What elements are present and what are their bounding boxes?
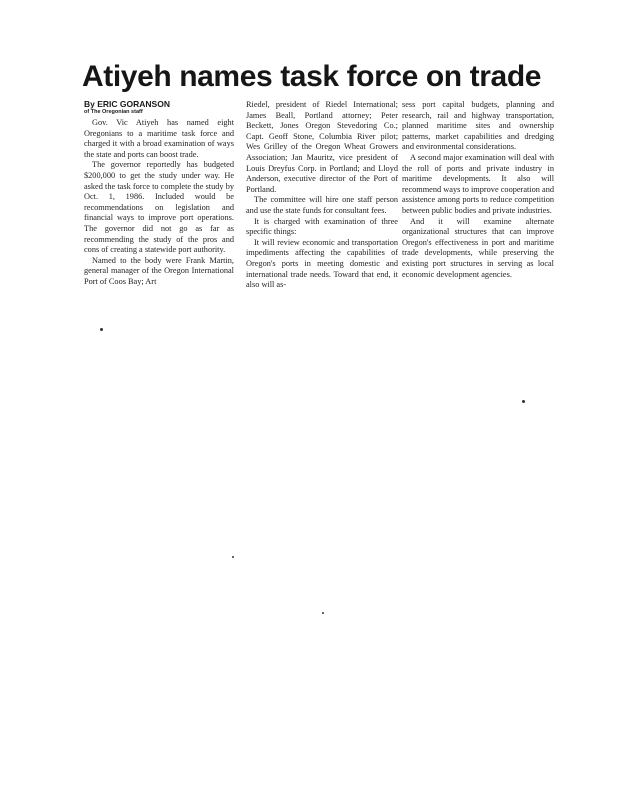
paragraph: Gov. Vic Atiyeh has named eight Oregonians to a maritime task force and charged it with a broad examination of ways the state and ports can boost trade. xyxy=(84,118,234,159)
paragraph: Riedel, president of Riedel International; James Beall, Portland attorney; Peter Beckett, Jones Oregon Stevedoring Co.; Capt. Geoff Stone, Columbia River pilot; Wes Grilley of the Oregon Wheat Growers Association; Jan Mauritz, vice president of Louis Dreyfus Corp. in Portland; and Lloyd Anderson, executive director of the Port of Portland. xyxy=(246,100,398,194)
scan-speck xyxy=(522,400,525,403)
paragraph: It will review economic and transportation impediments affecting the capabilities of Oregon's ports in meeting domestic and international trade needs. Toward that end, it also will as- xyxy=(246,237,398,290)
byline xyxy=(84,99,170,116)
byline-staff: of The Oregonian staff xyxy=(84,109,143,115)
paragraph: And it will examine alternate organizational structures that can improve Oregon's effectiveness in port and maritime trade developments, while preserving the existing port structures in serving as local economic development agencies. xyxy=(402,216,554,279)
paragraph: The committee will hire one staff person and use the state funds for consultant fees. xyxy=(246,195,398,215)
headline: Atiyeh names task force on trade xyxy=(82,60,542,93)
column-2 xyxy=(246,100,398,291)
byline-author: By ERIC GORANSON xyxy=(84,99,170,109)
paragraph: A second major examination will deal with the roll of ports and private industry in maritime developments. It also will recommend ways to improve cooperation and assistence among ports to reduce competition between public bodies and private industries. xyxy=(402,152,554,215)
paragraph: The governor reportedly has budgeted $200,000 to get the study under way. He asked the task force to complete the study by Oct. 1, 1986. Included would be recommendations on legislation and financial ways to improve port operations. The governor did not go as far as recommending the study of the pros and cons of creating a statewide port authority. xyxy=(84,160,234,255)
scan-speck xyxy=(322,612,324,614)
paragraph: It is charged with examination of three specific things: xyxy=(246,216,398,237)
column-3 xyxy=(402,100,554,280)
paragraph: sess port capital budgets, planning and research, rail and highway transportation, planned maritime sites and ownership patterns, market capabilities and dredging and environmental considerations. xyxy=(402,100,554,152)
column-1 xyxy=(84,118,234,288)
scan-speck xyxy=(100,328,103,331)
paragraph: Named to the body were Frank Martin, general manager of the Oregon International Port of Coos Bay; Art xyxy=(84,255,234,286)
scan-speck xyxy=(232,556,234,558)
